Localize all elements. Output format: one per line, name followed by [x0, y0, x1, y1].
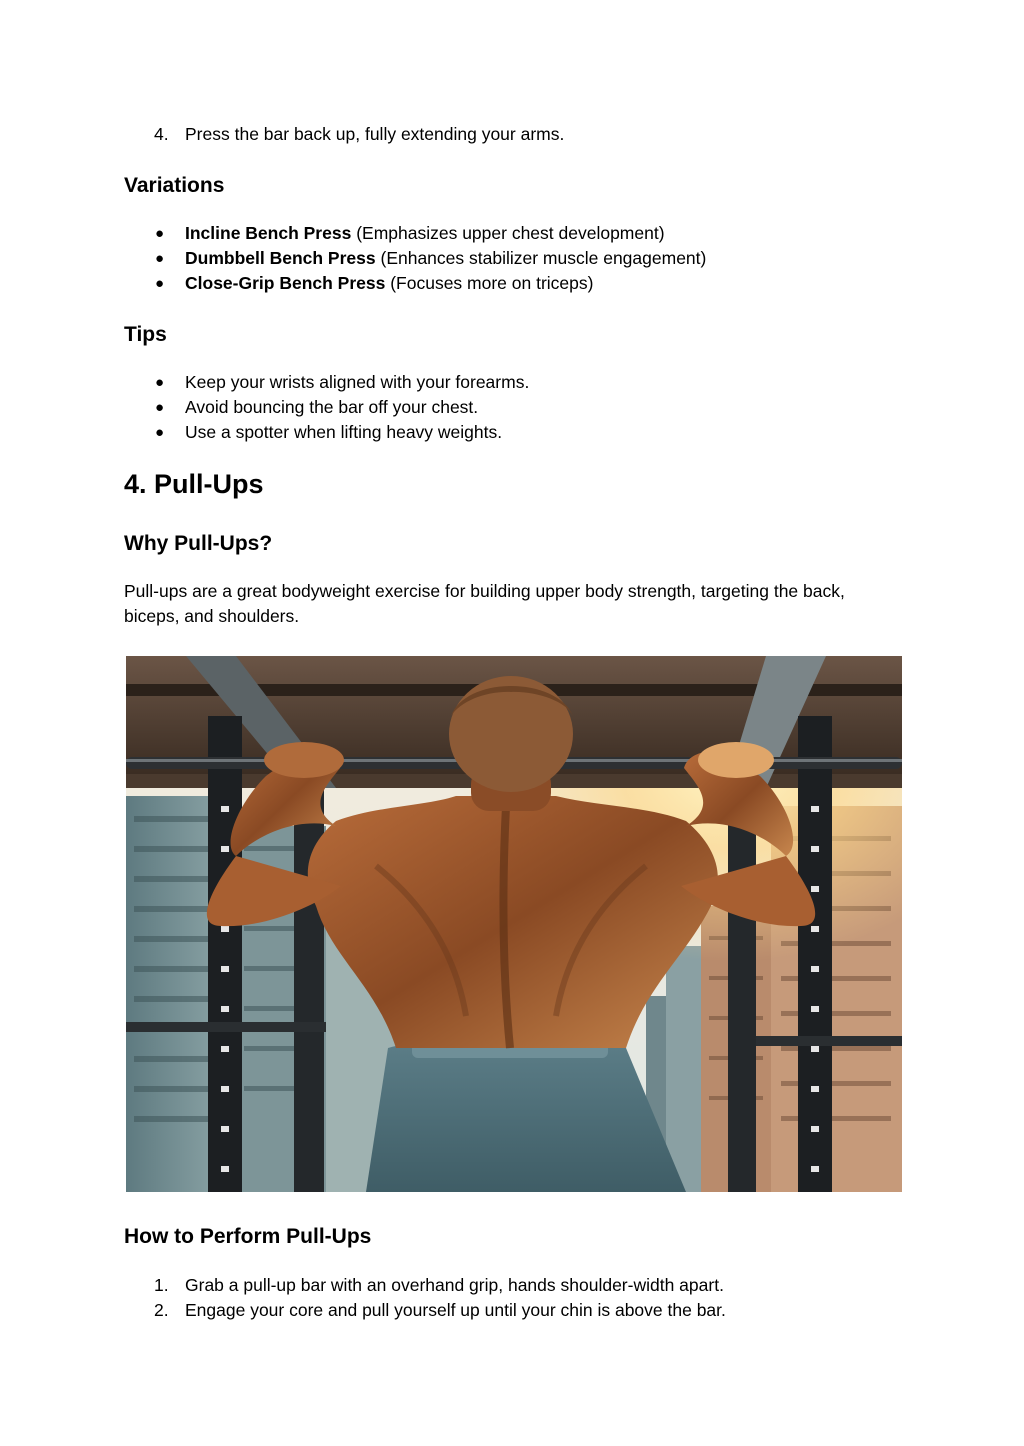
variation-note: (Focuses more on triceps): [385, 273, 594, 293]
tip-item: Avoid bouncing the bar off your chest.: [185, 397, 479, 417]
bullet-icon: ●: [155, 374, 165, 391]
variation-name: Close-Grip Bench Press: [185, 273, 386, 293]
how-heading: How to Perform Pull-Ups: [124, 1225, 372, 1248]
tip-item: Keep your wrists aligned with your forearms.: [185, 372, 530, 392]
step-number: 2.: [154, 1300, 169, 1320]
variation-note: (Enhances stabilizer muscle engagement): [375, 248, 707, 268]
why-heading: Why Pull-Ups?: [124, 532, 273, 555]
variation-name: Incline Bench Press: [185, 223, 352, 243]
bullet-icon: ●: [155, 399, 165, 416]
pull-up-illustration: [126, 656, 902, 1192]
bullet-icon: ●: [155, 275, 165, 292]
step-text: Engage your core and pull yourself up until your chin is above the bar.: [185, 1300, 726, 1320]
step-text: Grab a pull-up bar with an overhand grip, hands shoulder-width apart.: [185, 1275, 724, 1295]
tips-heading: Tips: [124, 323, 167, 346]
bullet-icon: ●: [155, 225, 165, 242]
why-paragraph: Pull-ups are a great bodyweight exercise for building upper body strength, targeting the back, biceps, and shoulders.: [124, 581, 845, 626]
variation-item: [185, 271, 593, 296]
variation-item: [185, 221, 665, 246]
variation-note: (Emphasizes upper chest development): [351, 223, 665, 243]
tip-item: Use a spotter when lifting heavy weights.: [185, 422, 503, 442]
variation-item: [185, 246, 706, 271]
bullet-icon: ●: [155, 250, 165, 267]
section-title: 4. Pull-Ups: [124, 469, 264, 499]
step-number: 4.: [154, 124, 169, 144]
step-text: Press the bar back up, fully extending your arms.: [185, 124, 565, 144]
variations-heading: Variations: [124, 174, 225, 197]
variation-name: Dumbbell Bench Press: [185, 248, 376, 268]
bullet-icon: ●: [155, 424, 165, 441]
step-number: 1.: [154, 1275, 169, 1295]
pull-up-photo: [126, 656, 902, 1192]
